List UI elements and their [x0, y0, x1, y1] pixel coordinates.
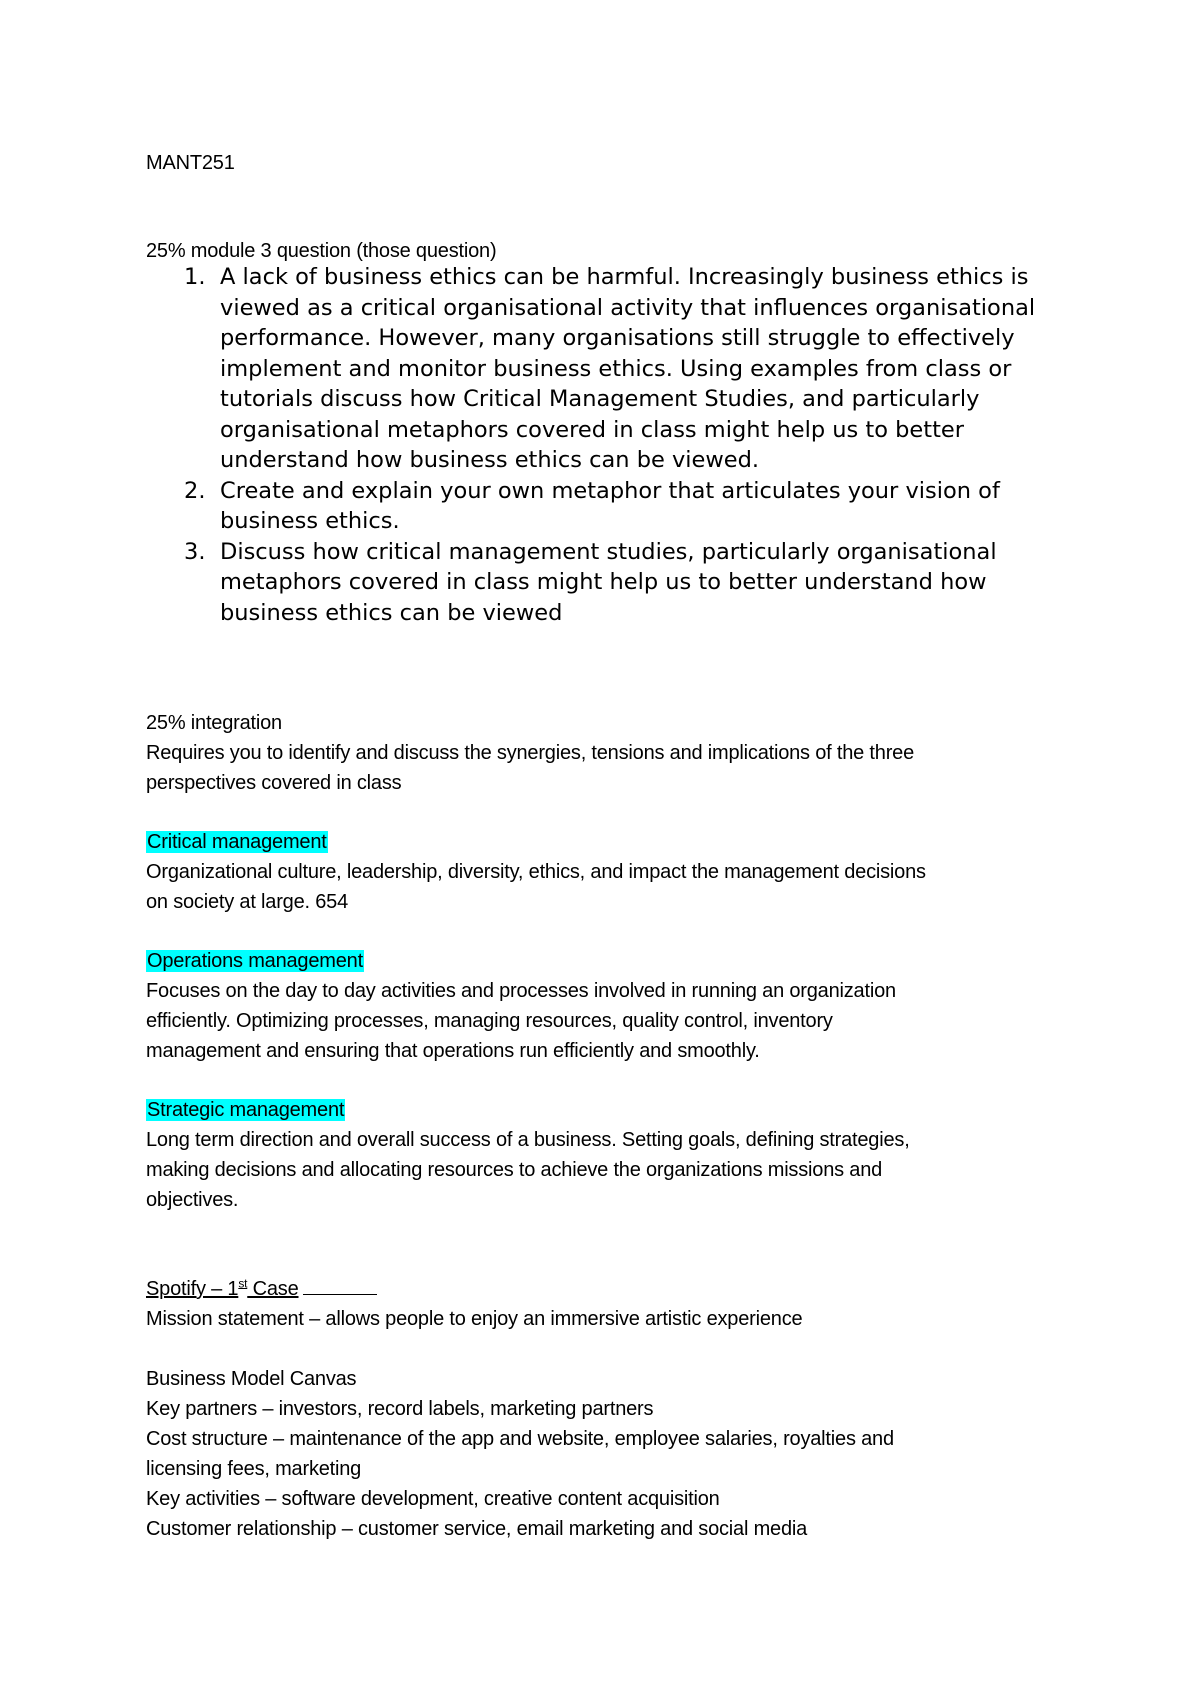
question-item — [146, 537, 1076, 629]
operations-management-heading — [146, 946, 364, 976]
question-item — [146, 262, 1076, 476]
operations-management-text-line: Focuses on the day to day activities and processes involved in running an organization — [146, 980, 896, 1002]
question-text: Create and explain your own metaphor that articulates your vision of business ethics. — [220, 477, 1000, 534]
spotify-heading-prefix: Spotify – 1 — [146, 1278, 239, 1300]
spotify-heading-suffix: Case — [247, 1278, 299, 1300]
ordinal-suffix: st — [238, 1276, 248, 1291]
cost-structure-line: licensing fees, marketing — [146, 1458, 362, 1480]
integration-text-line: perspectives covered in class — [146, 772, 402, 794]
key-partners-line: Key partners – investors, record labels, marketing partners — [146, 1398, 654, 1420]
highlighted-heading: Critical management — [147, 831, 327, 853]
integration-text-line: Requires you to identify and discuss the synergies, tensions and implications of the three — [146, 742, 914, 764]
question-number: 2. — [184, 477, 206, 504]
course-code: MANT251 — [146, 152, 235, 174]
operations-management-text-line: management and ensuring that operations run efficiently and smoothly. — [146, 1040, 760, 1062]
mission-statement: Mission statement – allows people to enjoy an immersive artistic experience — [146, 1308, 803, 1330]
highlighted-heading: Strategic management — [147, 1099, 345, 1121]
key-activities-line: Key activities – software development, creative content acquisition — [146, 1488, 720, 1510]
question-text: A lack of business ethics can be harmful. Increasingly business ethics is viewed as a critical organisational activity that influences organisational performance. However, many organisations still struggle to effectively implement and monitor business ethics. Using examples from class or tutorials discuss how Critical Management Studies, and particularly organisational metaphors covered in class might help us to better understand how business ethics can be viewed. — [220, 264, 1036, 473]
questions-list — [146, 262, 1076, 628]
operations-management-text-line: efficiently. Optimizing processes, managing resources, quality control, inventory — [146, 1010, 833, 1032]
question-text: Discuss how critical management studies, particularly organisational metaphors covered in class might help us to better understand how business ethics can be viewed — [220, 538, 997, 626]
strategic-management-text-line: making decisions and allocating resources to achieve the organizations missions and — [146, 1159, 883, 1181]
question-number: 1. — [184, 264, 206, 290]
cost-structure-line: Cost structure – maintenance of the app and website, employee salaries, royalties and — [146, 1428, 894, 1450]
question-number: 3. — [184, 538, 206, 565]
critical-management-text-line: Organizational culture, leadership, diversity, ethics, and impact the management decisions — [146, 861, 926, 883]
critical-management-text-line: on society at large. 654 — [146, 891, 348, 913]
underline-gap — [303, 1274, 377, 1295]
critical-management-heading — [146, 827, 328, 857]
integration-heading: 25% integration — [146, 712, 282, 734]
strategic-management-text-line: objectives. — [146, 1189, 239, 1211]
question-item — [146, 476, 1076, 537]
highlighted-heading: Operations management — [147, 950, 363, 972]
business-model-canvas-heading: Business Model Canvas — [146, 1368, 357, 1390]
strategic-management-text-line: Long term direction and overall success of a business. Setting goals, defining strategies, — [146, 1129, 910, 1151]
strategic-management-heading — [146, 1095, 345, 1125]
customer-relationship-line: Customer relationship – customer service, email marketing and social media — [146, 1518, 808, 1540]
questions-heading: 25% module 3 question (those question) — [146, 240, 497, 262]
spotify-case-heading — [146, 1274, 377, 1304]
